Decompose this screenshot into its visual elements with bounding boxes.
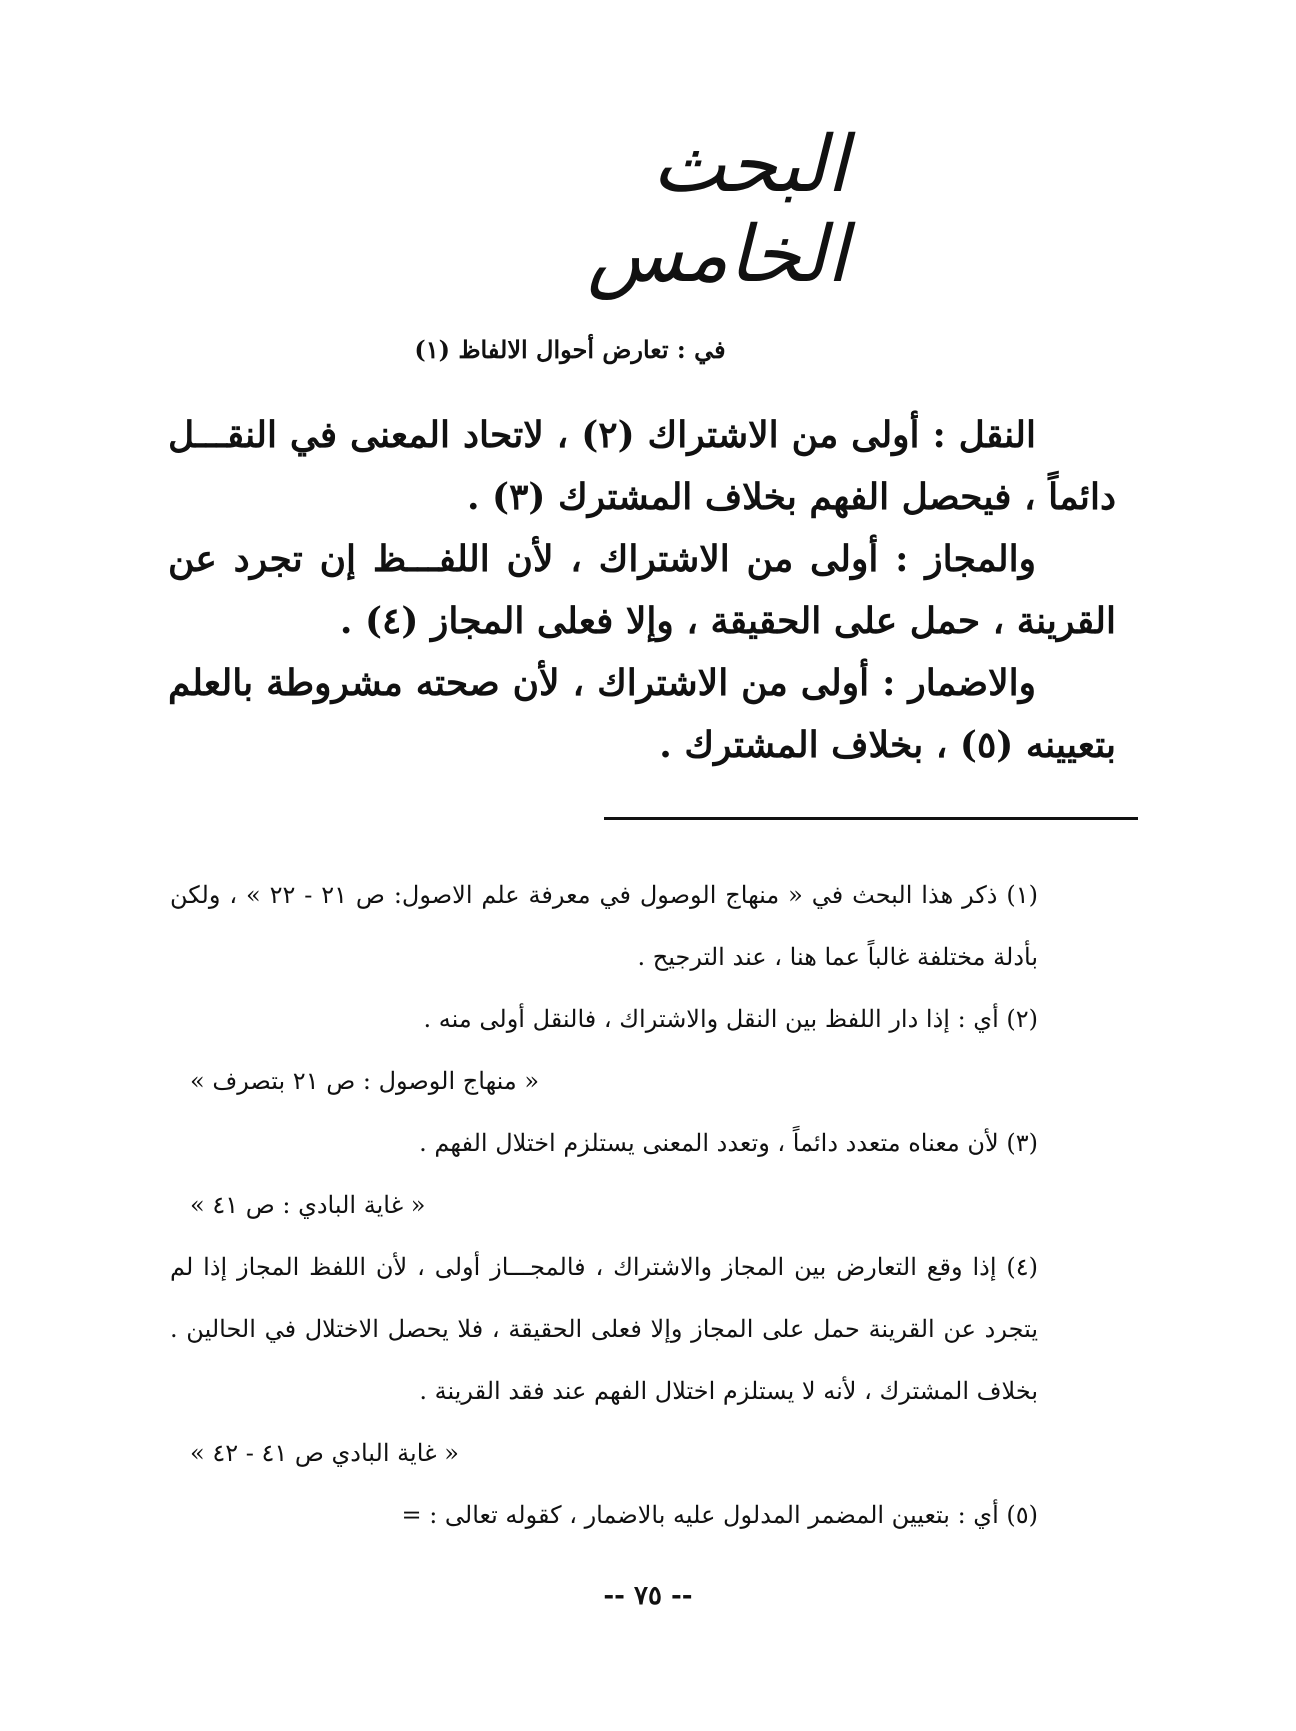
paragraph-transfer: النقل : أولى من الاشتراك (٢) ، لاتحاد المعنى في النقـــل دائماً ، فيحصل الفهم بخلاف المشترك (٣) . xyxy=(168,414,1116,518)
footnote-5: (٥) أي : بتعيين المضمر المدلول عليه بالاضمار ، كقوله تعالى : = xyxy=(401,1501,1038,1529)
footnote-2-source: « منهاج الوصول : ص ٢١ بتصرف » xyxy=(190,1067,540,1095)
footnote-2: (٢) أي : إذا دار اللفظ بين النقل والاشتراك ، فالنقل أولى منه . xyxy=(423,1005,1038,1033)
chapter-heading: البحث الخامس xyxy=(587,120,848,300)
main-text xyxy=(168,404,1116,776)
chapter-subheading: في : تعارض أحوال الالفاظ (١) xyxy=(414,335,726,364)
page-number: -- ٧٥ -- xyxy=(603,1581,693,1611)
footnote-4: (٤) إذا وقع التعارض بين المجاز والاشتراك ، فالمجـــاز أولى ، لأن اللفظ المجاز إذا لم يتجرد عن القرينة حمل على المجاز وإلا فعلى الحقيقة ، فلا يحصل الاختلال في الحالين . بخلاف المشترك ، لأنه لا يستلزم اختلال الفهم عند فقد القرينة . xyxy=(170,1253,1038,1405)
footnote-1: (١) ذكر هذا البحث في « منهاج الوصول في معرفة علم الاصول: ص ٢١ - ٢٢ » ، ولكن بأدلة مختلفة غالباً عما هنا ، عند الترجيح . xyxy=(170,881,1039,971)
footnotes xyxy=(170,864,1118,1546)
footnote-4-source: « غاية البادي ص ٤١ - ٤٢ » xyxy=(190,1439,459,1467)
footnote-3: (٣) لأن معناه متعدد دائماً ، وتعدد المعنى يستلزم اختلال الفهم . xyxy=(419,1129,1038,1157)
paragraph-ellipsis: والاضمار : أولى من الاشتراك ، لأن صحته مشروطة بالعلم بتعيينه (٥) ، بخلاف المشترك . xyxy=(168,662,1116,766)
footnote-3-source: « غاية البادي : ص ٤١ » xyxy=(190,1191,426,1219)
paragraph-metaphor: والمجاز : أولى من الاشتراك ، لأن اللفـــظ إن تجرد عن القرينة ، حمل على الحقيقة ، وإلا فعلى المجاز (٤) . xyxy=(168,538,1116,642)
footnote-divider xyxy=(604,817,1138,820)
